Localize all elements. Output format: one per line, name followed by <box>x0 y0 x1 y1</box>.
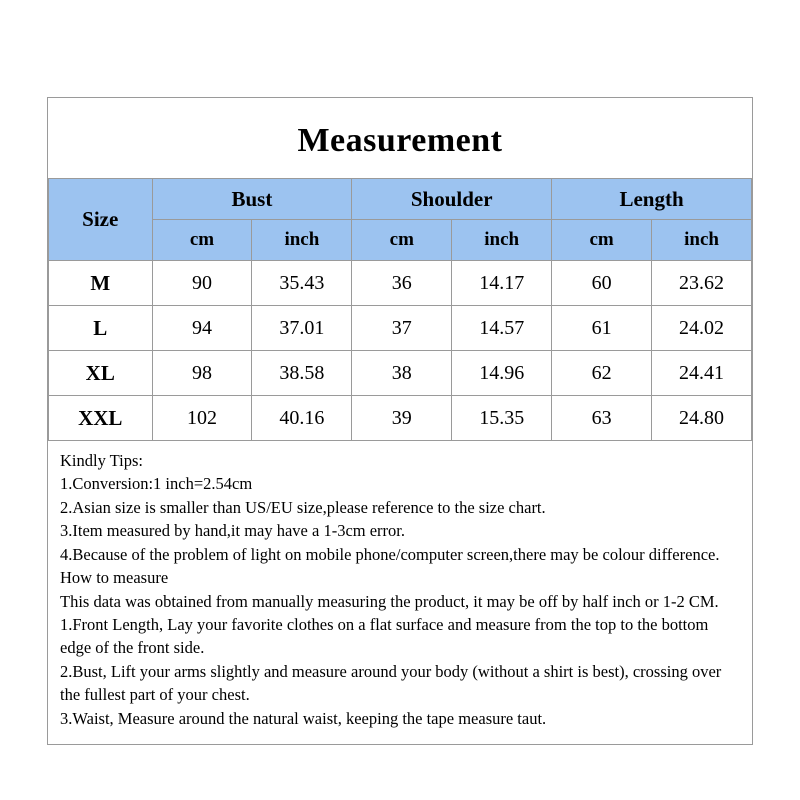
measurement-card <box>47 97 753 745</box>
tips-how-to-measure-heading: How to measure <box>60 568 169 588</box>
header-group-shoulder: Shoulder <box>352 179 552 220</box>
cell-shoulder-cm: 39 <box>352 396 452 441</box>
header-unit-length-inch: inch <box>652 220 752 261</box>
cell-bust-cm: 98 <box>152 351 252 396</box>
tips-line-8: 3.Waist, Measure around the natural waist, keeping the tape measure taut. <box>60 708 547 728</box>
header-group-length: Length <box>552 179 752 220</box>
table-header-group-row <box>49 179 752 220</box>
row-size-label: XL <box>49 351 153 396</box>
header-unit-shoulder-cm: cm <box>352 220 452 261</box>
tips-line-7: 2.Bust, Lift your arms slightly and measure around your body (without a shirt is best), crossing over the fullest part of your chest. <box>60 661 722 705</box>
header-unit-bust-inch: inch <box>252 220 352 261</box>
cell-bust-inch: 37.01 <box>252 306 352 351</box>
header-size: Size <box>49 179 153 261</box>
tips-line-3: 3.Item measured by hand,it may have a 1-3cm error. <box>60 521 406 541</box>
cell-shoulder-inch: 14.96 <box>452 351 552 396</box>
tips-heading: Kindly Tips: <box>60 451 143 470</box>
row-size-label: XXL <box>49 396 153 441</box>
table-row <box>49 396 752 441</box>
cell-bust-cm: 90 <box>152 261 252 306</box>
cell-length-cm: 62 <box>552 351 652 396</box>
header-unit-shoulder-inch: inch <box>452 220 552 261</box>
cell-length-cm: 60 <box>552 261 652 306</box>
cell-bust-cm: 94 <box>152 306 252 351</box>
cell-length-inch: 24.41 <box>652 351 752 396</box>
cell-shoulder-inch: 15.35 <box>452 396 552 441</box>
tips-line-4: 4.Because of the problem of light on mobile phone/computer screen,there may be colour difference. <box>60 544 720 564</box>
table-row <box>49 306 752 351</box>
tips-line-6: 1.Front Length, Lay your favorite clothes on a flat surface and measure from the top to the bottom edge of the front side. <box>60 614 709 658</box>
cell-shoulder-cm: 37 <box>352 306 452 351</box>
cell-shoulder-cm: 38 <box>352 351 452 396</box>
cell-length-cm: 63 <box>552 396 652 441</box>
cell-shoulder-inch: 14.57 <box>452 306 552 351</box>
header-unit-bust-cm: cm <box>152 220 252 261</box>
tips-line-5: This data was obtained from manually measuring the product, it may be off by half inch or 1-2 CM. <box>60 591 719 611</box>
table-header-unit-row <box>49 220 752 261</box>
cell-length-inch: 23.62 <box>652 261 752 306</box>
tips-line-1: 1.Conversion:1 inch=2.54cm <box>60 474 253 494</box>
cell-bust-inch: 38.58 <box>252 351 352 396</box>
measurement-table <box>48 178 752 441</box>
header-group-bust: Bust <box>152 179 352 220</box>
cell-shoulder-inch: 14.17 <box>452 261 552 306</box>
cell-bust-inch: 40.16 <box>252 396 352 441</box>
page-title: Measurement <box>297 122 503 159</box>
cell-length-cm: 61 <box>552 306 652 351</box>
kindly-tips-section <box>48 441 752 744</box>
cell-bust-inch: 35.43 <box>252 261 352 306</box>
cell-length-inch: 24.80 <box>652 396 752 441</box>
row-size-label: L <box>49 306 153 351</box>
tips-line-2: 2.Asian size is smaller than US/EU size,please reference to the size chart. <box>60 497 546 517</box>
cell-bust-cm: 102 <box>152 396 252 441</box>
table-row <box>49 351 752 396</box>
row-size-label: M <box>49 261 153 306</box>
cell-shoulder-cm: 36 <box>352 261 452 306</box>
header-unit-length-cm: cm <box>552 220 652 261</box>
cell-length-inch: 24.02 <box>652 306 752 351</box>
table-row <box>49 261 752 306</box>
